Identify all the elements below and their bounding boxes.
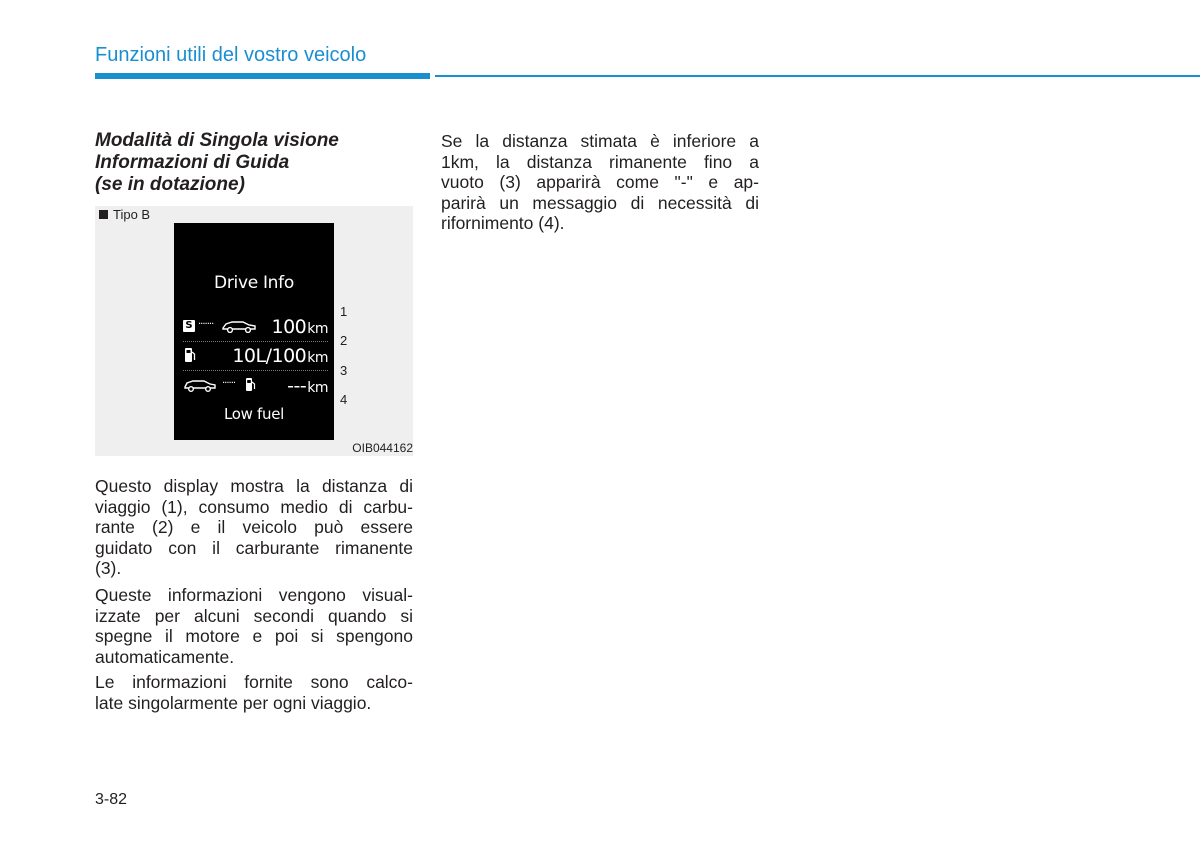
car-icon — [183, 378, 217, 392]
trip-distance-value: 100km — [271, 316, 328, 338]
figure-tag-label: Tipo B — [113, 207, 151, 222]
dotted-leader: ······ — [222, 378, 236, 389]
figure-tag — [99, 207, 150, 222]
fuel-pump-icon — [184, 347, 196, 363]
header-rule-thin — [435, 75, 1200, 77]
callout-number: 1 — [340, 304, 348, 319]
figure-code: OIB044162 — [352, 441, 413, 455]
display-row-distance-to-empty — [183, 375, 328, 399]
display-row-fuel-economy — [183, 345, 328, 369]
paragraph: Queste informazioni vengono visual- izzate per alcuni secondi quando si spegne il motore e poi si spengono automaticamente. — [95, 585, 413, 667]
cluster-display — [174, 223, 334, 440]
section-heading-line: Modalità di Singola visione — [95, 130, 339, 151]
paragraph: Se la distanza stimata è inferiore a 1km, la distanza rimanente fino a vuoto (3) apparirà come "-" e ap- parirà un messaggio di necessità di rifornimento (4). — [441, 131, 759, 233]
section-heading-line: (se in dotazione) — [95, 174, 245, 195]
s-badge-icon: S — [183, 320, 195, 332]
figure-drive-info — [95, 206, 413, 456]
callout-number: 4 — [340, 392, 348, 407]
fuel-pump-icon — [245, 377, 256, 392]
section-heading-line: Informazioni di Guida — [95, 152, 290, 173]
fuel-economy-value: 10L/100km — [232, 345, 328, 367]
header-rule-thick — [95, 73, 430, 79]
section-heading — [95, 130, 425, 196]
low-fuel-message: Low fuel — [223, 405, 285, 423]
callout-number: 3 — [340, 363, 348, 378]
distance-to-empty-value: ---km — [287, 375, 328, 397]
car-icon — [221, 319, 257, 333]
row-separator — [183, 370, 328, 371]
display-title: Drive Info — [214, 273, 294, 293]
display-row-trip-distance — [183, 316, 328, 340]
square-bullet-icon — [99, 210, 108, 219]
row-separator — [183, 341, 328, 342]
paragraph: Questo display mostra la distanza di viaggio (1), consumo medio di carbu- rante (2) e il veicolo può essere guidato con il carburante rimanente (3). — [95, 476, 413, 578]
page-number: 3-82 — [95, 791, 128, 808]
header-title: Funzioni utili del vostro veicolo — [95, 44, 367, 66]
dotted-leader: ······· — [198, 319, 214, 330]
callout-number: 2 — [340, 333, 348, 348]
paragraph: Le informazioni fornite sono calco- late singolarmente per ogni viaggio. — [95, 672, 413, 713]
